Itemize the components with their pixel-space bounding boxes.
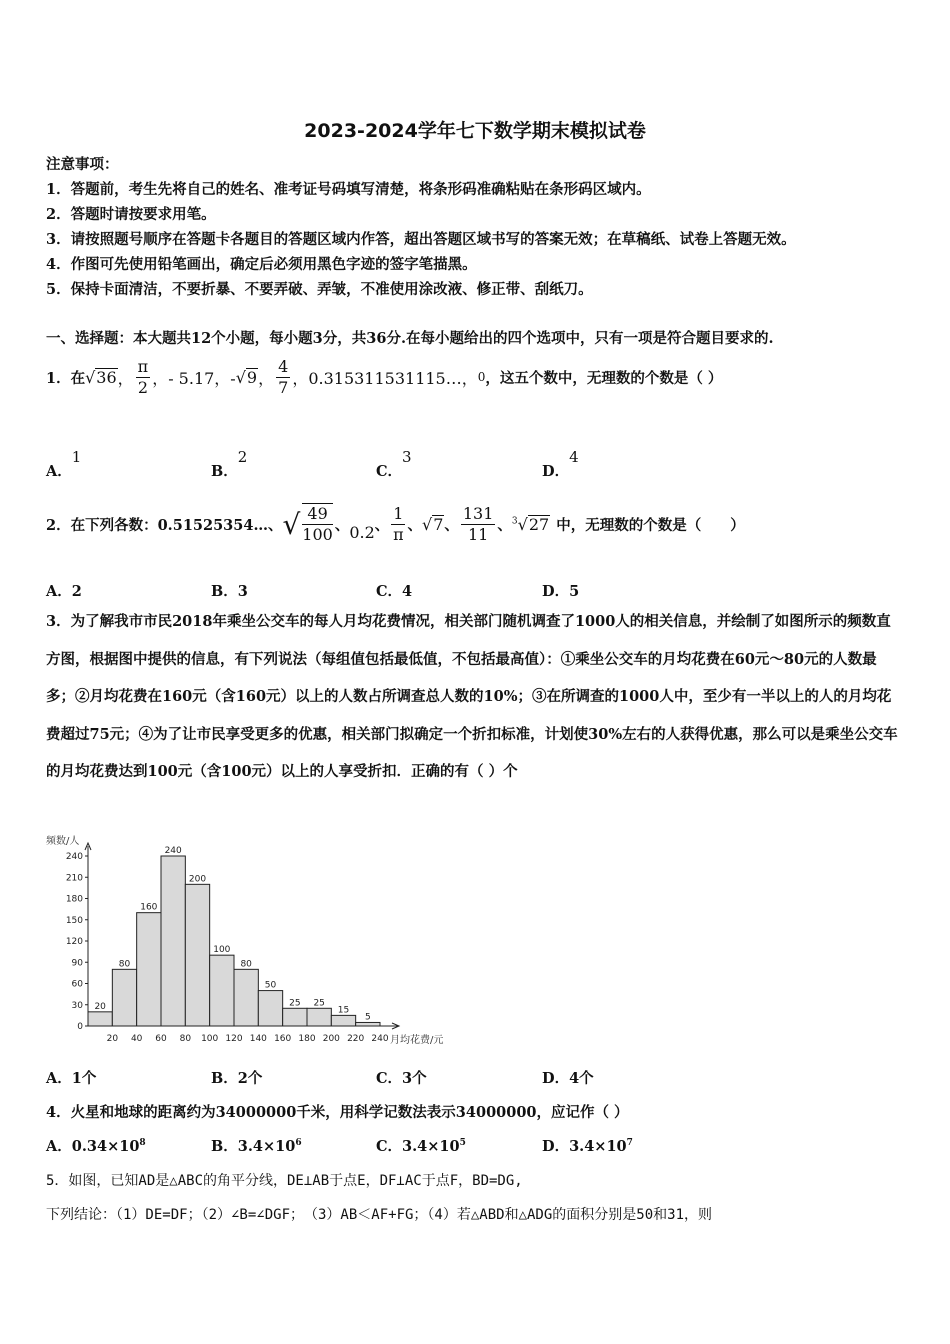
option-label: A． bbox=[46, 583, 72, 600]
q2-option-d[interactable] bbox=[542, 580, 579, 601]
q1-option-d[interactable] bbox=[542, 448, 579, 481]
x-tick-label: 180 bbox=[298, 1034, 316, 1044]
option-value: 3 bbox=[402, 448, 412, 466]
exponent: 7 bbox=[626, 1138, 633, 1149]
bar-value-label: 160 bbox=[140, 902, 158, 913]
bar-value-label: 25 bbox=[313, 998, 325, 1009]
option-label: A． bbox=[46, 1070, 72, 1087]
option-label: D． bbox=[542, 1070, 570, 1087]
q2-option-c[interactable] bbox=[376, 580, 412, 601]
question-5-line2: 下列结论：（1）DE=DF；（2）∠B=∠DGF； （3）AB＜AF+FG；（4）若△ABD和△ADG的面积分别是50和31，则 bbox=[46, 1207, 713, 1223]
notice-item: 1．答题前，考生先将自己的姓名、准考证号码填写清楚，将条形码准确粘贴在条形码区域内。 bbox=[46, 181, 651, 198]
q1-frac-pi2 bbox=[136, 357, 151, 398]
option-value: 4 bbox=[569, 448, 579, 466]
option-label: B． bbox=[211, 463, 238, 480]
q1-two: 2 bbox=[137, 377, 149, 397]
q2-option-a[interactable] bbox=[46, 580, 82, 601]
x-tick-label: 60 bbox=[155, 1034, 167, 1044]
q2-131: 131 bbox=[462, 503, 494, 523]
question-1: 1．在 √36 ， $\frac{\pi}{2}$ ，- 5.17，- √9 ， $\frac{4}{7}$ ，0.315311531115…， 0 ，这五个数中，无理数的个数是（ ） bbox=[46, 356, 723, 397]
separator: 、 bbox=[444, 516, 459, 534]
separator: 、 bbox=[334, 516, 350, 534]
option-value: 0.34×10 bbox=[71, 1138, 140, 1155]
q2-cbrt27: 27 bbox=[528, 514, 550, 534]
histogram-bar bbox=[210, 955, 234, 1026]
exponent: 6 bbox=[295, 1138, 302, 1149]
bar-value-label: 80 bbox=[240, 959, 252, 970]
q3-option-d[interactable] bbox=[542, 1067, 594, 1088]
frequency-histogram bbox=[40, 830, 460, 1052]
q1-option-b[interactable] bbox=[211, 448, 247, 481]
histogram-bar bbox=[137, 913, 161, 1026]
bar-value-label: 50 bbox=[264, 980, 277, 991]
option-value: 4 bbox=[402, 583, 413, 600]
q1-frac-47 bbox=[276, 357, 290, 398]
page-title: 2023-2024学年七下数学期末模拟试卷 bbox=[304, 120, 646, 142]
q1-prefix: 1．在 bbox=[46, 369, 86, 387]
histogram-bar bbox=[112, 969, 136, 1026]
y-tick-label: 0 bbox=[77, 1022, 83, 1032]
histogram-bar bbox=[307, 1008, 331, 1026]
option-label: C． bbox=[376, 1138, 403, 1155]
question-3: 3．为了解我市市民2018年乘坐公交车的每人月均花费情况，相关部门随机调查了1000人的相关信息，并绘制了如图所示的频数直方图，根据图中提供的信息，有下列说法（每组值包括最低值，不包括最高值）：①乘坐公交车的月均花费在60元～80元的人数最多；②月均花费在160元（含160元）以上的人数占所调查总人数的10%；③在所调查的1000人中，至少有一半以上的人的月均花费超过75元；④为了让市民享受更多的优惠，相关部门拟确定一个折扣标准，计划使30%左右的人获得优惠，那么可以是乘坐公交车的月均花费达到100元（含100元）以上的人享受折扣．正确的有（ ）个 bbox=[46, 613, 898, 780]
option-label: B． bbox=[211, 583, 238, 600]
q1-neg517: ，- 5.17，- bbox=[152, 368, 236, 388]
option-value: 3.4×10 bbox=[569, 1138, 627, 1155]
option-label: C． bbox=[376, 1070, 403, 1087]
bar-value-label: 240 bbox=[164, 846, 182, 856]
histogram-bar bbox=[161, 856, 185, 1026]
option-value: 1个 bbox=[71, 1070, 97, 1087]
notice-item: 2．答题时请按要求用笔。 bbox=[46, 206, 216, 223]
section-heading: 一、选择题：本大题共12个小题，每小题3分，共36分.在每小题给出的四个选项中，只有一项是符合题目要求的. bbox=[46, 330, 774, 347]
histogram-bar bbox=[356, 1022, 380, 1026]
q2-option-b[interactable] bbox=[211, 580, 248, 601]
bar-value-label: 80 bbox=[118, 959, 131, 970]
option-label: D． bbox=[542, 463, 570, 480]
option-value: 5 bbox=[569, 583, 580, 600]
question-2: 2．在下列各数：0.51525354…、 √ $\frac{49}{100}$ 、 0.2 、 $\frac{1}{\pi}$ 、 √7 、 $\frac{131}{11}$ 、 $^3$√27 中，无理数的个数是（ ） bbox=[46, 503, 745, 544]
option-label: C． bbox=[376, 583, 403, 600]
q1-option-a[interactable] bbox=[46, 448, 81, 481]
q1-sqrt36: 36 bbox=[96, 367, 117, 387]
y-tick-label: 120 bbox=[65, 937, 83, 947]
q2-11: 11 bbox=[467, 524, 489, 544]
q1-four: 4 bbox=[278, 356, 289, 376]
option-value: 2 bbox=[237, 448, 248, 466]
q2-sqrt7: 7 bbox=[433, 514, 444, 534]
y-tick-label: 60 bbox=[71, 979, 83, 990]
notice-item: 5．保持卡面清洁，不要折暴、不要弄破、弄皱，不准使用涂改液、修正带、刮纸刀。 bbox=[46, 281, 593, 298]
y-tick-label: 90 bbox=[71, 958, 83, 969]
bar-value-label: 20 bbox=[94, 1001, 106, 1012]
q2-prefix: 2．在下列各数：0.51525354…、 bbox=[46, 516, 283, 534]
separator: 、 bbox=[497, 516, 512, 534]
q2-100: 100 bbox=[302, 525, 333, 544]
exponent: 5 bbox=[459, 1138, 466, 1149]
notice-heading: 注意事项： bbox=[46, 156, 119, 173]
option-value: 3个 bbox=[402, 1070, 427, 1087]
q2-49: 49 bbox=[302, 504, 333, 525]
q4-option-d[interactable] bbox=[542, 1135, 633, 1156]
option-value: 3.4×10 bbox=[237, 1138, 296, 1155]
option-value: 3.4×10 bbox=[402, 1138, 460, 1155]
histogram-bar bbox=[258, 991, 282, 1026]
y-tick-label: 180 bbox=[65, 894, 83, 905]
x-tick-label: 220 bbox=[347, 1034, 365, 1044]
histogram-bar bbox=[283, 1008, 307, 1026]
q1-zero: 0 bbox=[477, 370, 486, 384]
x-axis-label: 月均花费/元 bbox=[390, 1035, 444, 1046]
y-tick-label: 210 bbox=[65, 873, 83, 884]
option-value: 2 bbox=[71, 583, 82, 600]
q1-longnum: ，0.315311531115…， bbox=[292, 368, 478, 388]
option-value: 2个 bbox=[237, 1070, 263, 1087]
notice-item: 4．作图可先使用铅笔画出，确定后必须用黑色字迹的签字笔描黑。 bbox=[46, 256, 477, 273]
option-label: C． bbox=[376, 463, 403, 480]
option-label: A． bbox=[46, 463, 72, 480]
question-5-line1: 5．如图，已知AD是△ABC的角平分线，DE⊥AB于点E，DF⊥AC于点F，BD=DG, bbox=[46, 1173, 523, 1189]
separator: 、 bbox=[407, 516, 422, 534]
option-label: D． bbox=[542, 583, 570, 600]
x-tick-label: 80 bbox=[179, 1034, 192, 1044]
q2-cube-index: 3 bbox=[511, 516, 518, 527]
notice-item: 3．请按照题号顺序在答题卡各题目的答题区域内作答，超出答题区域书写的答案无效；在草稿纸、试卷上答题无效。 bbox=[46, 231, 796, 248]
q1-pi: π bbox=[137, 356, 149, 376]
q3-option-a[interactable] bbox=[46, 1067, 96, 1088]
option-label: D． bbox=[542, 1138, 570, 1155]
x-tick-label: 40 bbox=[130, 1034, 143, 1044]
q2-suffix: 中，无理数的个数是（ ） bbox=[556, 516, 745, 534]
option-value: 4个 bbox=[569, 1070, 594, 1087]
q2-frac-1pi bbox=[391, 504, 405, 545]
q2-frac-131-11 bbox=[461, 504, 496, 545]
q2-repeating-decimal: 0.2 bbox=[349, 522, 375, 542]
question-4: 4．火星和地球的距离约为34000000千米，用科学记数法表示34000000，应记作（ ） bbox=[46, 1104, 629, 1121]
bar-value-label: 5 bbox=[364, 1012, 371, 1023]
x-tick-label: 240 bbox=[371, 1034, 389, 1044]
y-tick-label: 150 bbox=[65, 915, 83, 926]
bar-value-label: 100 bbox=[213, 945, 231, 956]
x-tick-label: 160 bbox=[274, 1034, 292, 1044]
x-tick-label: 100 bbox=[201, 1034, 219, 1044]
histogram-bar bbox=[185, 884, 209, 1026]
q3-option-b[interactable] bbox=[211, 1067, 262, 1088]
q2-pi: π bbox=[393, 524, 404, 544]
histogram-bar bbox=[331, 1015, 355, 1026]
x-tick-label: 120 bbox=[225, 1034, 243, 1044]
q1-option-c[interactable] bbox=[376, 448, 412, 481]
histogram-bar bbox=[88, 1012, 112, 1026]
q2-one: 1 bbox=[393, 503, 404, 523]
y-axis-label: 频数/人 bbox=[46, 836, 80, 847]
bar-value-label: 25 bbox=[289, 998, 301, 1009]
q1-seven: 7 bbox=[278, 377, 289, 397]
option-label: A． bbox=[46, 1138, 72, 1155]
q4-option-a[interactable] bbox=[46, 1135, 146, 1156]
option-value: 1 bbox=[71, 448, 82, 466]
exponent: 8 bbox=[139, 1138, 146, 1149]
q4-option-c[interactable] bbox=[376, 1135, 466, 1156]
x-tick-label: 20 bbox=[106, 1034, 119, 1044]
x-tick-label: 140 bbox=[249, 1034, 267, 1044]
option-label: B． bbox=[211, 1070, 238, 1087]
q1-suffix: ，这五个数中，无理数的个数是（ ） bbox=[485, 369, 723, 387]
option-value: 3 bbox=[237, 583, 248, 600]
bar-value-label: 200 bbox=[188, 874, 207, 885]
option-label: B． bbox=[211, 1138, 238, 1155]
q4-option-b[interactable] bbox=[211, 1135, 302, 1156]
q3-option-c[interactable] bbox=[376, 1067, 427, 1088]
y-tick-label: 240 bbox=[65, 852, 83, 862]
histogram-bar bbox=[234, 969, 258, 1026]
q2-sqrt-frac bbox=[302, 503, 333, 545]
y-tick-label: 30 bbox=[71, 1000, 83, 1011]
separator: 、 bbox=[374, 516, 390, 534]
x-tick-label: 200 bbox=[322, 1034, 340, 1044]
q1-sqrt9: 9 bbox=[246, 367, 258, 387]
bar-value-label: 15 bbox=[337, 1005, 350, 1016]
